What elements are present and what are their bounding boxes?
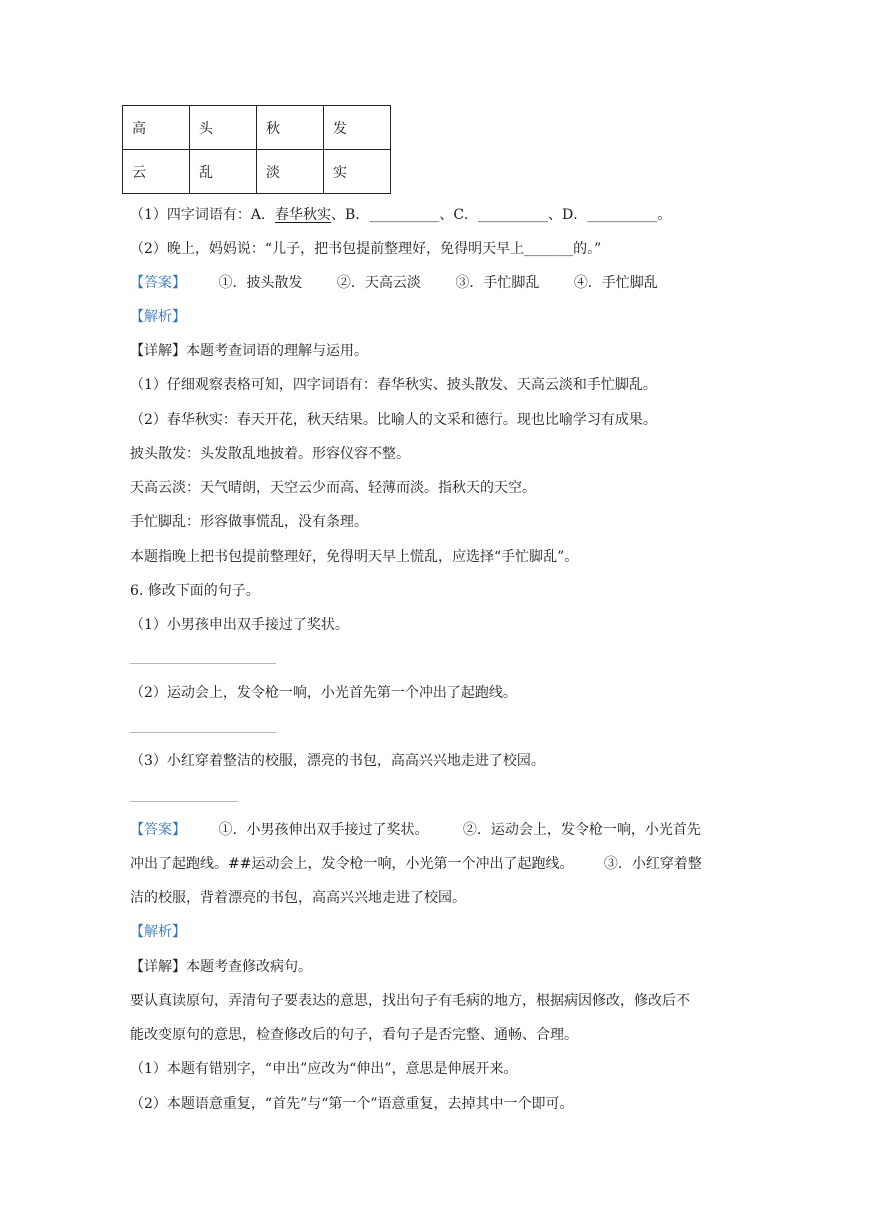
q5-part1 (130, 205, 671, 225)
explanation-line: （2）春华秋实：春天开花，秋天结果。比喻人的文采和德行。现也比喻学习有成果。 (130, 412, 657, 428)
table-row (123, 106, 391, 150)
q5-part1-end: 。 (657, 207, 672, 223)
explanation-line: 手忙脚乱：形容做事慌乱，没有条理。 (130, 514, 368, 530)
q5-blank-b: __________ (369, 207, 440, 223)
explanation-line: 要认真读原句，弄清句子要表达的意思，找出句子有毛病的地方，根据病因修改，修改后不 (130, 993, 690, 1009)
answer-line-1 (130, 663, 276, 664)
analysis-label: 【解析】 (130, 924, 186, 940)
detail-heading: 【详解】本题考查修改病句。 (130, 959, 312, 975)
answer-item: ①．小男孩伸出双手接过了奖状。 (218, 822, 429, 838)
answer-item: ②．运动会上，发令枪一响，小光首先 (462, 822, 701, 838)
answer-label: 【答案】 (130, 822, 186, 838)
answer-label: 【答案】 (130, 275, 186, 291)
table-cell: 实 (324, 150, 391, 194)
explanation-line: 本题指晚上把书包提前整理好，免得明天早上慌乱，应选择“手忙脚乱”。 (130, 549, 579, 565)
q5-blank-c: __________ (478, 207, 549, 223)
q6-title: 6. 修改下面的句子。 (130, 583, 260, 599)
explanation-line: 能改变原句的意思，检查修改后的句子，看句子是否完整、通畅、合理。 (130, 1027, 578, 1043)
q5-label-d: 、D． (548, 207, 588, 223)
answer-item: ②．天高云淡 (336, 275, 421, 291)
detail-heading: 【详解】本题考查词语的理解与运用。 (130, 343, 368, 359)
table-cell: 头 (190, 106, 257, 150)
q6-sentence-3: （3）小红穿着整洁的校服，漂亮的书包，高高兴兴地走进了校园。 (130, 753, 545, 769)
table-row (123, 150, 391, 194)
answer-item: 冲出了起跑线。##运动会上，发令枪一响，小光第一个冲出了起跑线。 (130, 856, 574, 872)
q5-part2: （2）晚上，妈妈说：“儿子，把书包提前整理好，免得明天早上_______的。” (130, 241, 602, 257)
q6-sentence-2: （2）运动会上，发令枪一响，小光首先第一个冲出了起跑线。 (130, 685, 517, 701)
analysis-label: 【解析】 (130, 309, 186, 325)
answer-item: ①．披头散发 (218, 275, 303, 291)
q5-label-c: 、C． (439, 207, 479, 223)
q5-part1-prefix: （1）四字词语有：A． (130, 207, 276, 223)
q5-example-answer: 春华秋实 (275, 207, 332, 223)
explanation-line: （1）本题有错别字，“申出”应改为“伸出”，意思是伸展开来。 (130, 1061, 518, 1077)
table-cell: 淡 (257, 150, 324, 194)
q6-answer-line-2 (130, 854, 702, 874)
explanation-line: 披头散发：头发散乱地披着。形容仪容不整。 (130, 446, 410, 462)
q5-answer (130, 273, 658, 293)
answer-item: ④．手忙脚乱 (573, 275, 658, 291)
q6-sentence-1: （1）小男孩申出双手接过了奖状。 (130, 617, 349, 633)
q6-answer-line-1 (130, 820, 701, 840)
q5-label-b: 、B． (331, 207, 370, 223)
table-cell: 发 (324, 106, 391, 150)
word-table (122, 105, 391, 194)
table-cell: 云 (123, 150, 190, 194)
table-cell: 乱 (190, 150, 257, 194)
answer-line-2 (130, 732, 276, 733)
answer-item: ③．手忙脚乱 (455, 275, 540, 291)
table-cell: 秋 (257, 106, 324, 150)
q6-answer-line-3: 洁的校服，背着漂亮的书包，高高兴兴地走进了校园。 (130, 890, 466, 906)
explanation-line: 天高云淡：天气晴朗，天空云少而高、轻薄而淡。指秋天的天空。 (130, 480, 536, 496)
q5-blank-d: __________ (587, 207, 658, 223)
table-cell: 高 (123, 106, 190, 150)
answer-item: ③．小红穿着整 (603, 856, 702, 872)
explanation-line: （2）本题语意重复，“首先”与“第一个”语意重复，去掉其中一个即可。 (130, 1096, 574, 1112)
answer-line-3 (130, 801, 238, 802)
explanation-line: （1）仔细观察表格可知，四字词语有：春华秋实、披头散发、天高云淡和手忙脚乱。 (130, 377, 657, 393)
